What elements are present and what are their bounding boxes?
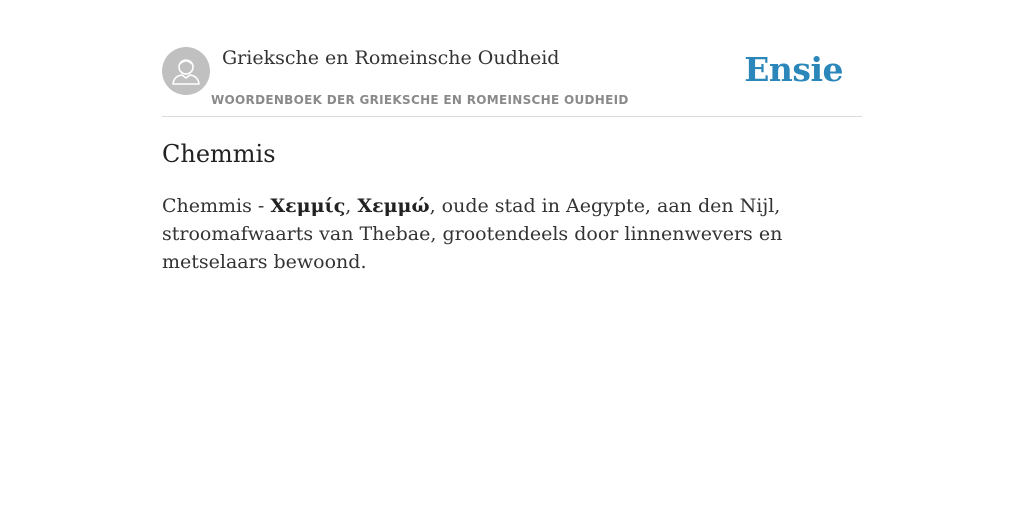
entry-body <box>162 192 862 276</box>
greek-term-2: Χεμμώ <box>357 195 430 217</box>
avatar[interactable] <box>162 47 210 95</box>
page-container <box>162 0 862 273</box>
site-title[interactable]: Grieksche en Romeinsche Oudheid <box>222 47 560 69</box>
entry-lead: Chemmis - <box>162 195 271 217</box>
entry-text: , oude stad in Aegypte, aan den Nijl, stroomafwaarts van Thebae, grootendeels door linnenwevers en metselaars bewoond. <box>162 195 783 273</box>
entry-separator: , <box>345 195 358 217</box>
site-subtitle: WOORDENBOEK DER GRIEKSCHE EN ROMEINSCHE OUDHEID <box>211 93 629 107</box>
user-icon <box>162 47 210 95</box>
greek-term-1: Χεμμίς <box>270 195 346 217</box>
logo[interactable]: Ensie <box>744 50 843 89</box>
entry-title: Chemmis <box>162 140 276 168</box>
header <box>162 0 862 117</box>
